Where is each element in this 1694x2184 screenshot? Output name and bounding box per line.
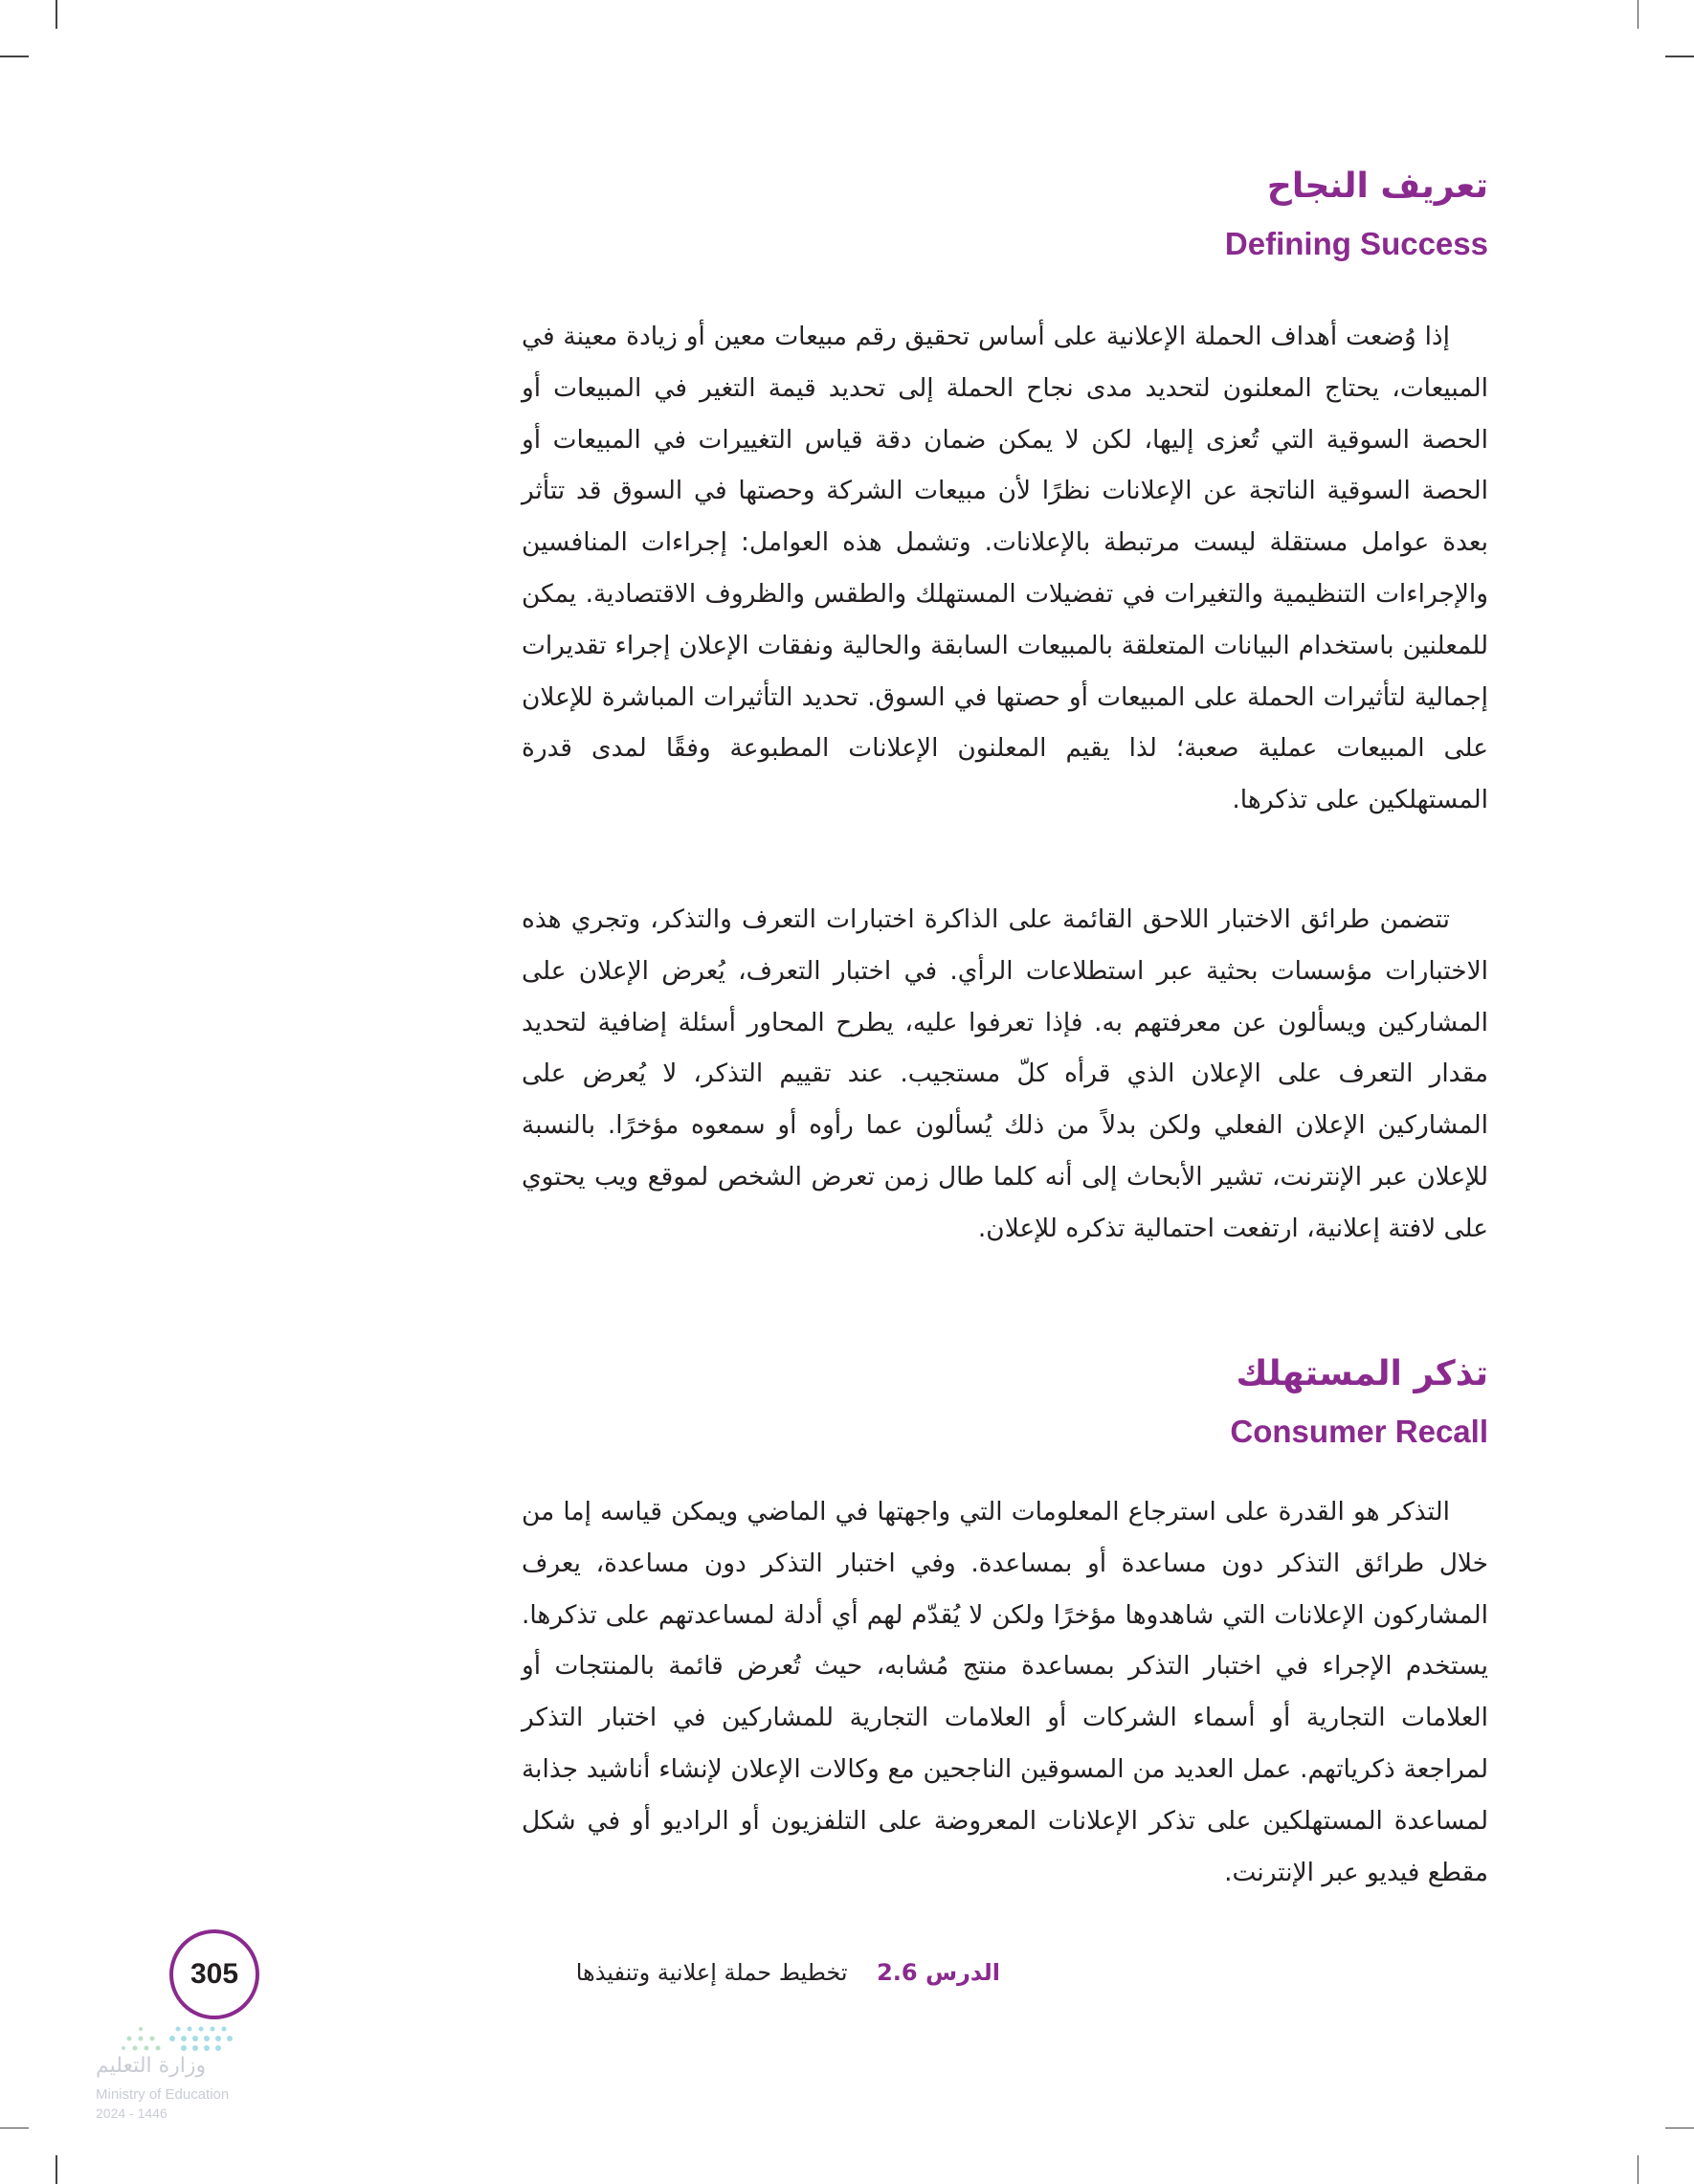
body-paragraph: إذا وُضعت أهداف الحملة الإعلانية على أساس تحقيق رقم مبيعات معين أو زيادة معينة في المبيعات، يحتاج المعلنون لتحديد مدى نجاح الحملة إلى تحديد قيمة التغير في المبيعات أو الحصة السوقية التي تُعزى إليها، لكن لا يمكن ضمان دقة قياس التغييرات في المبيعات أو الحصة السوقية الناتجة عن الإعلانات نظرًا لأن مبيعات الشركة وحصتها في السوق قد تتأثر بعدة عوامل مستقلة ليست مرتبطة بالإعلانات. وتشمل هذه العوامل: إجراءات المنافسين والإجراءات التنظيمية والتغيرات في تفضيلات المستهلك والطقس والظروف الاقتصادية. يمكن للمعلنين باستخدام البيانات المتعلقة بالمبيعات السابقة والحالية ونفقات الإعلان إجراء تقديرات إجمالية لتأثيرات الحملة على المبيعات أو حصتها في السوق. تحديد التأثيرات المباشرة للإعلان على المبيعات عملية صعبة؛ لذا يقيم المعلنون الإعلانات المطبوعة وفقًا لمدى قدرة المستهلكين على تذكرها.: [522, 322, 1488, 815]
crop-mark: [1665, 56, 1694, 57]
section-title-english: Consumer Recall: [1230, 1414, 1488, 1449]
body-paragraph: التذكر هو القدرة على استرجاع المعلومات التي واجهتها في الماضي ويمكن قياسه إما من خلال طرائق التذكر دون مساعدة أو بمساعدة. وفي اختبار التذكر دون مساعدة، يعرف المشاركون الإعلانات التي شاهدوها مؤخرًا ولكن لا يُقدّم لهم أي أدلة لمساعدتهم على تذكرها. يستخدم الإجراء في اختبار التذكر بمساعدة منتج مُشابه، حيث تُعرض قائمة بالمنتجات أو العلامات التجارية أو أسماء الشركات أو العلامات التجارية للمشاركين في اختبار التذكر لمراجعة ذكرياتهم. عمل العديد من المسوقين الناجحين مع وكالات الإعلان لإنشاء أناشيد جذابة لمساعدة المستهلكين على تذكر الإعلانات المعروضة على التلفزيون أو الراديو أو في شكل مقطع فيديو عبر الإنترنت.: [522, 1497, 1488, 1887]
crop-mark: [56, 0, 57, 29]
footer-lesson-info: [576, 1959, 1000, 1986]
lesson-title: تخطيط حملة إعلانية وتنفيذها: [575, 1959, 848, 1986]
section-title-arabic: تعريف النجاح: [1266, 167, 1488, 206]
crop-mark: [1638, 0, 1639, 29]
ministry-name-english: Ministry of Education: [96, 2086, 230, 2103]
body-paragraph: تتضمن طرائق الاختبار اللاحق القائمة على الذاكرة اختبارات التعرف والتذكر، وتجري هذه الاختبارات مؤسسات بحثية عبر استطلاعات الرأي. في اختبار التعرف، يُعرض الإعلان على المشاركين ويسألون عن معرفتهم به. فإذا تعرفوا عليه، يطرح المحاور أسئلة إضافية لتحديد مقدار التعرف على الإعلان الذي قرأه كلّ مستجيب. عند تقييم التذكر، لا يُعرض على المشاركين الإعلان الفعلي ولكن بدلاً من ذلك يُسألون عما رأوه أو سمعوه مؤخرًا. بالنسبة للإعلان عبر الإنترنت، تشير الأبحاث إلى أنه كلما طال زمن تعرض الشخص لموقع ويب يحتوي على لافتة إعلانية، ارتفعت احتمالية تذكره للإعلان.: [522, 904, 1488, 1243]
section-title-arabic: تذكر المستهلك: [1236, 1354, 1488, 1393]
page-number: 305: [169, 1929, 259, 2019]
section-title-english: Defining Success: [1224, 226, 1488, 261]
crop-mark: [0, 56, 29, 57]
ministry-year: 2024 - 1446: [96, 2106, 167, 2121]
crop-mark: [0, 2128, 29, 2129]
crop-mark: [1665, 2128, 1694, 2129]
lesson-number: الدرس 2.6: [877, 1959, 1000, 1986]
ministry-name-arabic: وزارة التعليم: [96, 2054, 207, 2078]
crop-mark: [1638, 2155, 1639, 2184]
crop-mark: [56, 2155, 57, 2184]
